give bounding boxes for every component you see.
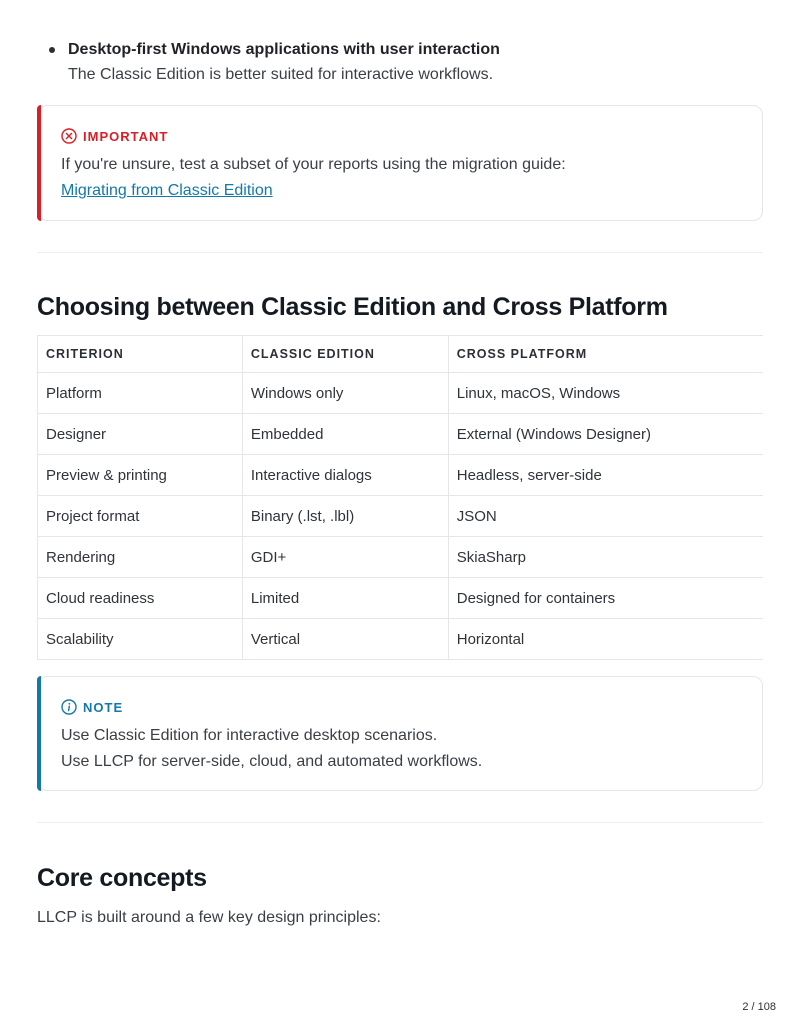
note-callout: [37, 676, 763, 791]
table-cell: Headless, server-side: [448, 455, 763, 496]
table-cell: Limited: [242, 578, 448, 619]
table-cell: Scalability: [38, 619, 243, 660]
column-header-classic-edition: CLASSIC EDITION: [242, 336, 448, 373]
table-row: [38, 537, 764, 578]
important-callout: [37, 105, 763, 221]
table-cell: Designed for containers: [448, 578, 763, 619]
table-cell: Embedded: [242, 414, 448, 455]
section-divider: [37, 822, 763, 823]
table-cell: Windows only: [242, 373, 448, 414]
list-item: [37, 38, 763, 88]
callout-header: [61, 698, 123, 716]
table-header-row: [38, 336, 764, 373]
info-circle-icon: [61, 699, 77, 715]
callout-text: If you're unsure, test a subset of your reports using the migration guide:: [61, 156, 566, 173]
callout-body: [61, 152, 742, 204]
callout-label: IMPORTANT: [83, 128, 169, 144]
table-row: [38, 496, 764, 537]
callout-header: [61, 127, 168, 145]
table-cell: Cloud readiness: [38, 578, 243, 619]
callout-accent-bar: [37, 105, 41, 221]
callout-accent-bar: [37, 676, 41, 791]
table-cell: Rendering: [38, 537, 243, 578]
column-header-cross-platform: CROSS PLATFORM: [448, 336, 763, 373]
bullet-title: Desktop-first Windows applications with user interaction: [68, 41, 500, 58]
table-row: [38, 578, 764, 619]
migration-guide-link[interactable]: Migrating from Classic Edition: [61, 182, 273, 199]
comparison-table: [37, 335, 763, 660]
note-line: Use Classic Edition for interactive desktop scenarios.: [61, 727, 438, 744]
table-row: [38, 619, 764, 660]
table-cell: GDI+: [242, 537, 448, 578]
table-cell: Preview & printing: [38, 455, 243, 496]
circle-x-icon: [61, 128, 77, 144]
comparison-heading: Choosing between Classic Edition and Cross Platform: [37, 293, 668, 321]
table-row: [38, 414, 764, 455]
table-row: [38, 455, 764, 496]
core-concepts-heading: Core concepts: [37, 864, 207, 892]
table-cell: Vertical: [242, 619, 448, 660]
table-cell: Interactive dialogs: [242, 455, 448, 496]
table-cell: Platform: [38, 373, 243, 414]
bullet-description: The Classic Edition is better suited for interactive workflows.: [68, 66, 494, 83]
bullet-dot: [49, 47, 55, 53]
table-cell: SkiaSharp: [448, 537, 763, 578]
table-cell: Project format: [38, 496, 243, 537]
callout-body: [61, 723, 742, 775]
table-cell: JSON: [448, 496, 763, 537]
note-line: Use LLCP for server-side, cloud, and automated workflows.: [61, 753, 483, 770]
table-row: [38, 373, 764, 414]
core-concepts-intro: LLCP is built around a few key design principles:: [37, 909, 381, 926]
bullet-list: [37, 38, 763, 88]
table-cell: External (Windows Designer): [448, 414, 763, 455]
page-number: 2 / 108: [742, 1001, 776, 1013]
table-cell: Designer: [38, 414, 243, 455]
table-cell: Linux, macOS, Windows: [448, 373, 763, 414]
callout-label: NOTE: [83, 699, 124, 715]
table-cell: Horizontal: [448, 619, 763, 660]
table-cell: Binary (.lst, .lbl): [242, 496, 448, 537]
column-header-criterion: CRITERION: [38, 336, 243, 373]
section-divider: [37, 252, 763, 253]
